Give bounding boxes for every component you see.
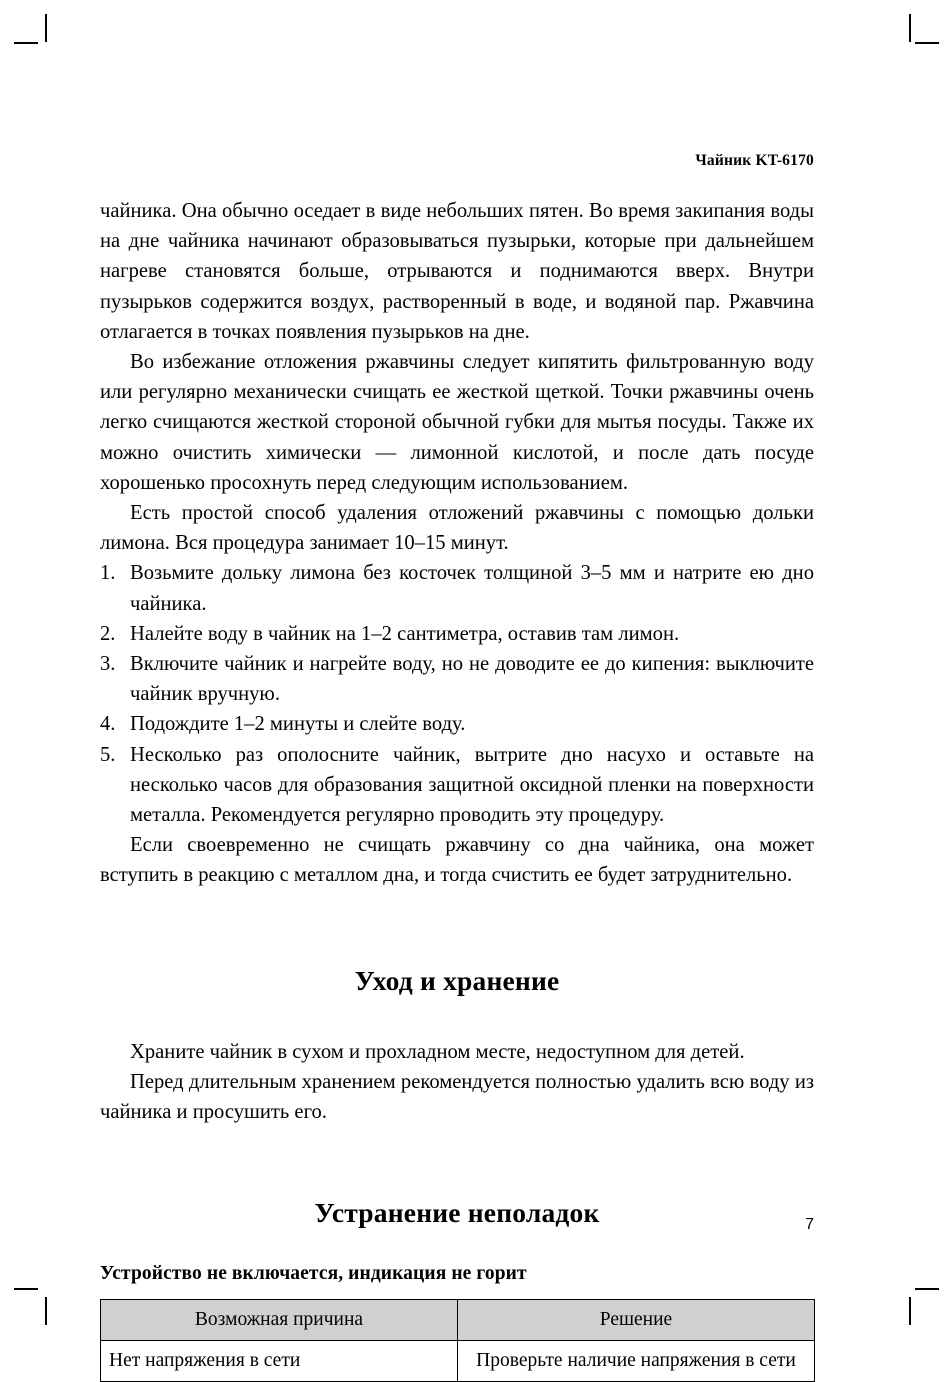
- spacer: [100, 891, 814, 965]
- crop-mark-top-right-vertical: [909, 14, 911, 42]
- crop-mark-bottom-left-vertical: [45, 1297, 47, 1325]
- list-item-marker: 2.: [100, 622, 116, 645]
- spacer: [100, 1127, 814, 1197]
- list-item-text: Несколько раз ополосните чайник, вытрите дно насухо и оставьте на несколько часов для образования защитной оксидной пленки на поверхности металла. Рекомендуется регулярно проводить эту процедуру.: [130, 743, 814, 827]
- page-content: [100, 196, 814, 1382]
- paragraph-rust-warning: Если своевременно не счищать ржавчину со дна чайника, она может вступить в реакцию с металлом дна, и тогда счистить ее будет затруднительно.: [100, 834, 814, 887]
- crop-mark-top-left-horizontal: [14, 42, 38, 44]
- list-item: [100, 558, 814, 618]
- list-item-marker: 4.: [100, 713, 116, 736]
- lemon-cleaning-steps: [100, 558, 814, 830]
- crop-mark-bottom-left-horizontal: [14, 1288, 38, 1290]
- table-header-row: [101, 1300, 815, 1341]
- list-item-marker: 1.: [100, 562, 116, 585]
- heading-care-and-storage: Уход и хранение: [354, 964, 560, 996]
- spacer: [100, 1229, 814, 1263]
- paragraph-rust-formation: чайника. Она обычно оседает в виде небольших пятен. Во время закипания воды на дне чайника начинают образовываться пузырьки, которые при дальнейшем нагреве становятся больше, отрываются и поднимаются вверх. Внутри пузырьков содержится воздух, растворенный в воде, и водяной пар. Ржавчина отлагается в точках появления пузырьков на дне.: [100, 200, 814, 343]
- troubleshooting-table: [100, 1299, 815, 1382]
- table-cell-solution: Проверьте наличие напряжения в сети: [458, 1341, 815, 1382]
- list-item-text: Налейте воду в чайник на 1–2 сантиметра, оставив там лимон.: [130, 622, 680, 645]
- list-item: [100, 649, 814, 709]
- table-row: [101, 1341, 815, 1382]
- list-item-marker: 3.: [100, 653, 116, 676]
- crop-mark-top-left-vertical: [45, 14, 47, 42]
- list-item: [100, 740, 814, 831]
- list-item: [100, 619, 814, 649]
- table-cell-cause: Нет напряжения в сети: [101, 1341, 458, 1382]
- spacer: [100, 997, 814, 1037]
- page-number: 7: [805, 1216, 814, 1233]
- heading-troubleshooting: Устранение неполадок: [314, 1197, 600, 1229]
- subheading-device-not-turning-on: Устройство не включается, индикация не горит: [100, 1263, 527, 1285]
- list-item-text: Включите чайник и нагрейте воду, но не доводите ее до кипения: выключите чайник вручную.: [130, 653, 814, 706]
- crop-mark-top-right-horizontal: [915, 42, 939, 44]
- crop-mark-bottom-right-vertical: [909, 1297, 911, 1325]
- list-item: [100, 709, 814, 739]
- paragraph-rust-prevention: Во избежание отложения ржавчины следует кипятить фильтрованную воду или регулярно механически счищать ее жесткой щеткой. Точки ржавчины очень легко счищаются жесткой стороной обычной губки для мытья посуды. Также их можно очистить химически — лимонной кислотой, и после дать посуде хорошенько просохнуть перед следующим использованием.: [100, 351, 814, 494]
- crop-mark-bottom-right-horizontal: [915, 1288, 939, 1290]
- paragraph-storage-location: Храните чайник в сухом и прохладном месте, недоступном для детей.: [130, 1040, 745, 1063]
- list-item-text: Возьмите дольку лимона без косточек толщиной 3–5 мм и натрите ею дно чайника.: [130, 562, 814, 615]
- running-head: Чайник KT-6170: [695, 152, 814, 169]
- table-header-solution: Решение: [458, 1300, 815, 1341]
- list-item-marker: 5.: [100, 743, 116, 766]
- table-header-cause: Возможная причина: [101, 1300, 458, 1341]
- paragraph-lemon-method-intro: Есть простой способ удаления отложений ржавчины с помощью дольки лимона. Вся процедура занимает 10–15 минут.: [100, 502, 814, 555]
- list-item-text: Подождите 1–2 минуты и слейте воду.: [130, 713, 466, 736]
- paragraph-long-term-storage: Перед длительным хранением рекомендуется полностью удалить всю воду из чайника и просушить его.: [100, 1070, 814, 1124]
- spacer: [100, 1285, 814, 1299]
